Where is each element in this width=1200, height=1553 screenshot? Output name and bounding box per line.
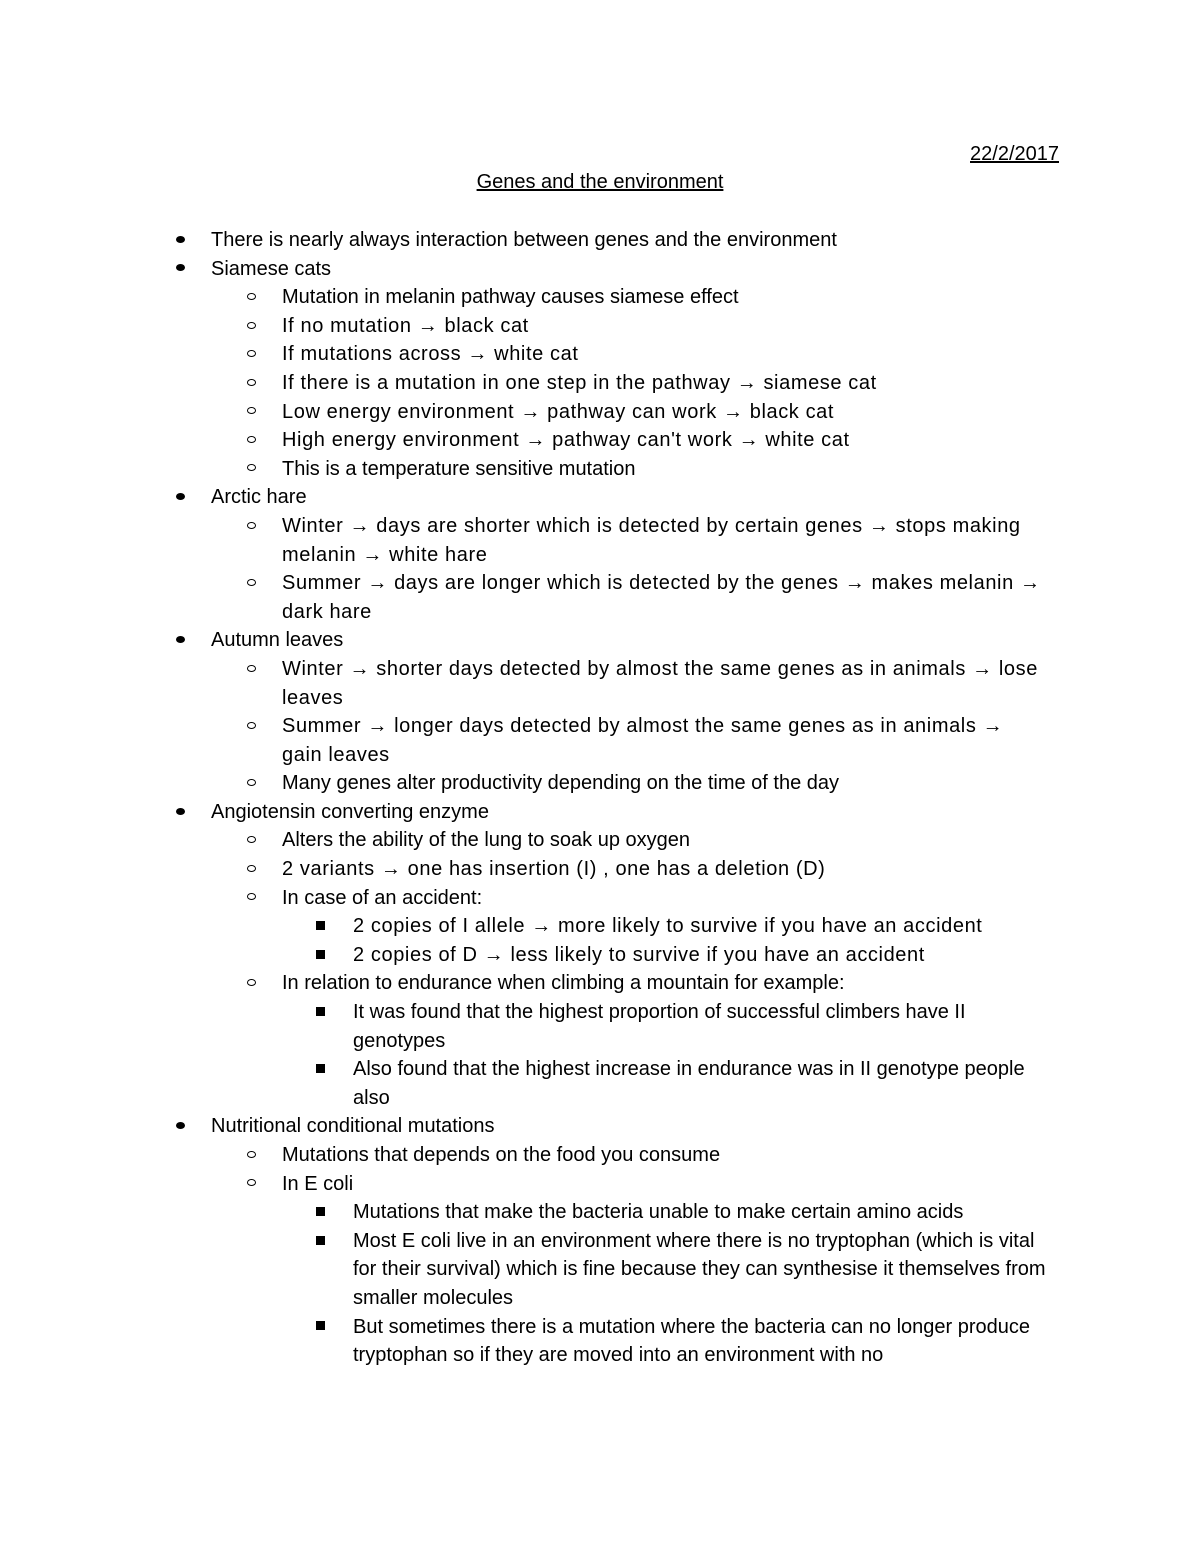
list-item-text: If mutations across → white cat [282, 343, 579, 366]
bullet-square-icon [316, 1313, 325, 1342]
bullet-circle-icon [247, 512, 256, 541]
list-item [0, 769, 1042, 798]
bullet-circle-icon [247, 655, 256, 684]
list-item-text: In E coli [282, 1172, 354, 1195]
list-item [0, 969, 1042, 998]
list-item [0, 712, 1042, 769]
list-item-text: It was found that the highest proportion of successful climbers have II genotypes [353, 1001, 966, 1052]
list-item [0, 226, 1041, 255]
list-item [0, 855, 1042, 884]
list-item [0, 655, 1042, 712]
list-item-text: Autumn leaves [211, 629, 344, 652]
list-item [0, 255, 1041, 284]
list-item-text: 2 copies of I allele → more likely to survive if you have an accident [353, 915, 983, 938]
list-item [0, 426, 1042, 455]
list-item-text: If no mutation → black cat [282, 314, 529, 337]
bullet-dot-icon [176, 798, 185, 827]
bullet-circle-icon [247, 369, 256, 398]
list-item [0, 1313, 1048, 1370]
bullet-circle-icon [247, 312, 256, 341]
bullet-square-icon [316, 1227, 325, 1256]
bullet-circle-icon [247, 398, 256, 427]
list-item [0, 340, 1042, 369]
list-item-text: In case of an accident: [282, 886, 483, 909]
list-item-text: Nutritional conditional mutations [211, 1115, 495, 1138]
list-item [0, 312, 1042, 341]
list-item-text: But sometimes there is a mutation where the bacteria can no longer produce tryptophan so if they are moved into an environment with no [353, 1315, 1031, 1367]
list-item-text: Most E coli live in an environment where there is no tryptophan (which is vital for their survival) which is fine because they can synthesise it themselves from smaller molecules [353, 1229, 1046, 1309]
list-item [0, 483, 1041, 512]
bullet-circle-icon [247, 455, 256, 484]
bullet-circle-icon [247, 340, 256, 369]
notes-list [0, 226, 1200, 1370]
document-title: Genes and the environment [476, 171, 724, 193]
list-item [0, 912, 1048, 941]
bullet-circle-icon [247, 826, 256, 855]
list-item [0, 1198, 1048, 1227]
bullet-circle-icon [247, 426, 256, 455]
list-item-text: Mutations that make the bacteria unable to make certain amino acids [353, 1201, 964, 1224]
list-item-text: If there is a mutation in one step in the pathway → siamese cat [282, 371, 877, 394]
bullet-circle-icon [247, 712, 256, 741]
list-item [0, 941, 1048, 970]
list-item [0, 1055, 1048, 1112]
bullet-circle-icon [247, 283, 256, 312]
list-item-text: Siamese cats [211, 257, 332, 280]
list-item-text: Alters the ability of the lung to soak up oxygen [282, 829, 691, 852]
list-item [0, 1170, 1042, 1199]
list-item [0, 884, 1042, 913]
list-item-text: 2 copies of D → less likely to survive if you have an accident [353, 943, 925, 966]
document-date: 22/2/2017 [970, 143, 1059, 165]
list-item-text: Winter → days are shorter which is detected by certain genes → stops making melanin → white hare [282, 514, 1021, 566]
bullet-dot-icon [176, 255, 185, 284]
list-item-text: Also found that the highest increase in endurance was in II genotype people also [353, 1058, 1025, 1109]
list-item [0, 283, 1042, 312]
list-item [0, 826, 1042, 855]
bullet-square-icon [316, 912, 325, 941]
bullet-square-icon [316, 1198, 325, 1227]
list-item-text: Mutations that depends on the food you consume [282, 1144, 721, 1166]
list-item [0, 626, 1041, 655]
bullet-circle-icon [247, 855, 256, 884]
list-item [0, 998, 1048, 1055]
bullet-dot-icon [176, 226, 185, 255]
bullet-circle-icon [247, 1141, 256, 1170]
bullet-circle-icon [247, 1170, 256, 1199]
list-item-text: Many genes alter productivity depending on the time of the day [282, 772, 840, 795]
bullet-square-icon [316, 941, 325, 970]
list-item [0, 1112, 1041, 1141]
list-item-text: This is a temperature sensitive mutation [282, 457, 636, 480]
list-item-text: Summer → longer days detected by almost the same genes as in animals → gain leaves [282, 715, 1004, 766]
list-item [0, 798, 1041, 827]
list-item [0, 369, 1042, 398]
list-item-text: Winter → shorter days detected by almost the same genes as in animals → lose leaves [282, 657, 1038, 709]
bullet-circle-icon [247, 569, 256, 598]
bullet-dot-icon [176, 626, 185, 655]
bullet-square-icon [316, 998, 325, 1027]
list-item-text: 2 variants → one has insertion (I) , one has a deletion (D) [282, 858, 826, 881]
list-item-text: Angiotensin converting enzyme [211, 800, 489, 823]
list-item-text: Mutation in melanin pathway causes siamese effect [282, 286, 739, 309]
bullet-dot-icon [176, 483, 185, 512]
bullet-square-icon [316, 1055, 325, 1084]
list-item [0, 569, 1042, 626]
bullet-dot-icon [176, 1112, 185, 1141]
list-item [0, 455, 1042, 484]
list-item [0, 1227, 1048, 1313]
bullet-circle-icon [247, 884, 256, 913]
list-item-text: In relation to endurance when climbing a mountain for example: [282, 972, 845, 995]
list-item-text: Arctic hare [211, 486, 307, 509]
list-item-text: Summer → days are longer which is detected by the genes → makes melanin → dark hare [282, 572, 1041, 623]
list-item-text: Low energy environment → pathway can work → black cat [282, 400, 835, 423]
bullet-circle-icon [247, 969, 256, 998]
list-item [0, 512, 1042, 569]
list-item-text: There is nearly always interaction between genes and the environment [211, 229, 837, 251]
list-item-text: High energy environment → pathway can't work → white cat [282, 429, 850, 452]
list-item [0, 398, 1042, 427]
list-item [0, 1141, 1042, 1170]
bullet-circle-icon [247, 769, 256, 798]
